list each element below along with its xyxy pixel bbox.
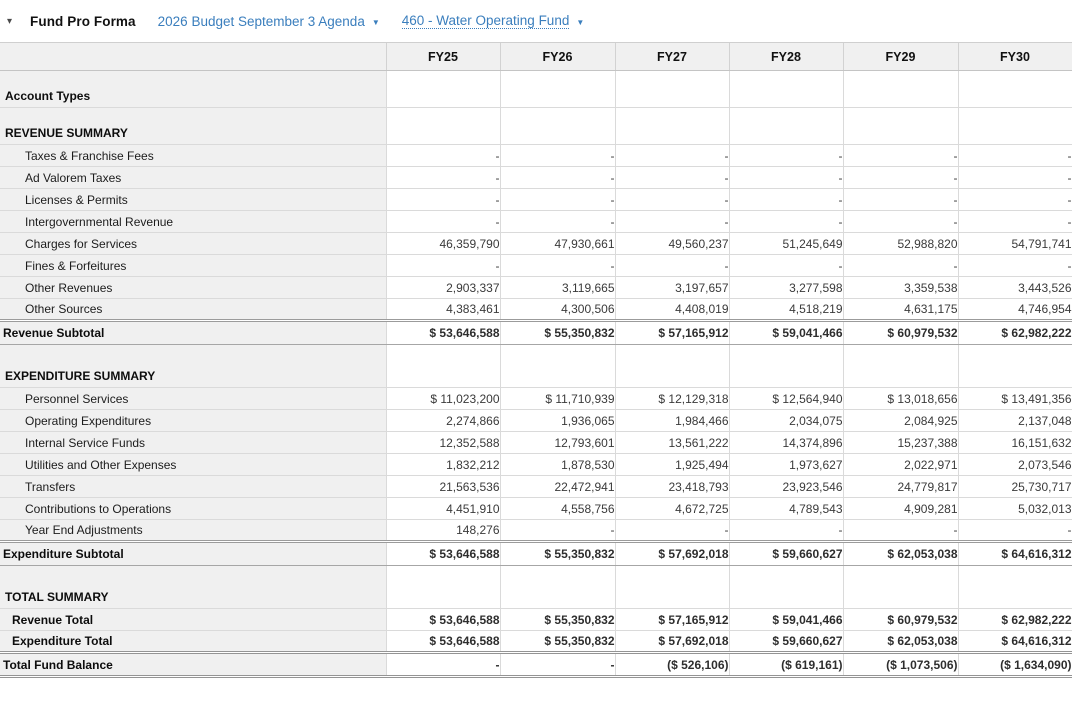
value-cell: $ 59,041,466 <box>729 321 843 345</box>
value-cell: 25,730,717 <box>958 476 1072 498</box>
value-cell: 1,984,466 <box>615 410 729 432</box>
value-cell: 46,359,790 <box>386 233 500 255</box>
fund-dropdown-label: 460 - Water Operating Fund <box>401 13 570 28</box>
value-cell <box>729 71 843 108</box>
column-header-row <box>0 43 1072 71</box>
row-label: Expenditure Total <box>0 631 386 653</box>
row-label: Revenue Subtotal <box>0 321 386 345</box>
value-cell: 12,352,588 <box>386 432 500 454</box>
value-cell <box>843 566 958 609</box>
value-cell: 49,560,237 <box>615 233 729 255</box>
value-cell: 4,383,461 <box>386 299 500 321</box>
column-header-fy29: FY29 <box>843 43 958 71</box>
column-header-fy27: FY27 <box>615 43 729 71</box>
value-cell: - <box>500 653 615 677</box>
value-cell: - <box>386 145 500 167</box>
collapse-caret-icon[interactable]: ▾ <box>7 15 13 27</box>
value-cell <box>843 345 958 388</box>
value-cell: $ 57,692,018 <box>615 631 729 653</box>
value-cell: - <box>500 520 615 542</box>
value-cell: 4,672,725 <box>615 498 729 520</box>
value-cell: - <box>843 520 958 542</box>
pro-forma-table <box>0 42 1072 678</box>
value-cell: 12,793,601 <box>500 432 615 454</box>
value-cell: 1,973,627 <box>729 454 843 476</box>
column-header-fy30: FY30 <box>958 43 1072 71</box>
value-cell: - <box>386 653 500 677</box>
value-cell: - <box>615 189 729 211</box>
value-cell <box>843 71 958 108</box>
table-row <box>0 410 1072 432</box>
value-cell <box>500 108 615 145</box>
page-title: Fund Pro Forma <box>30 13 136 29</box>
value-cell: 52,988,820 <box>843 233 958 255</box>
value-cell: 1,878,530 <box>500 454 615 476</box>
value-cell: - <box>729 520 843 542</box>
row-label: REVENUE SUMMARY <box>0 108 386 145</box>
value-cell: - <box>615 145 729 167</box>
value-cell: $ 64,616,312 <box>958 631 1072 653</box>
table-row <box>0 233 1072 255</box>
value-cell: $ 11,023,200 <box>386 388 500 410</box>
table-row <box>0 345 1072 388</box>
value-cell: - <box>500 255 615 277</box>
value-cell: $ 55,350,832 <box>500 609 615 631</box>
row-label: Intergovernmental Revenue <box>0 211 386 233</box>
value-cell: - <box>729 189 843 211</box>
row-label: Year End Adjustments <box>0 520 386 542</box>
value-cell: - <box>500 189 615 211</box>
value-cell: $ 55,350,832 <box>500 631 615 653</box>
value-cell: $ 62,982,222 <box>958 321 1072 345</box>
value-cell <box>386 71 500 108</box>
value-cell: 14,374,896 <box>729 432 843 454</box>
value-cell: $ 57,165,912 <box>615 609 729 631</box>
value-cell: - <box>958 211 1072 233</box>
value-cell: 148,276 <box>386 520 500 542</box>
value-cell: ($ 619,161) <box>729 653 843 677</box>
value-cell: $ 11,710,939 <box>500 388 615 410</box>
value-cell: 51,245,649 <box>729 233 843 255</box>
budget-dropdown[interactable] <box>158 14 380 29</box>
budget-dropdown-label: 2026 Budget September 3 Agenda <box>157 13 365 29</box>
value-cell: $ 62,053,038 <box>843 631 958 653</box>
table-row <box>0 609 1072 631</box>
value-cell: 1,832,212 <box>386 454 500 476</box>
value-cell: $ 62,982,222 <box>958 609 1072 631</box>
value-cell: $ 53,646,588 <box>386 609 500 631</box>
value-cell: - <box>615 211 729 233</box>
value-cell: 47,930,661 <box>500 233 615 255</box>
value-cell: $ 59,660,627 <box>729 542 843 566</box>
value-cell: $ 12,129,318 <box>615 388 729 410</box>
row-label: EXPENDITURE SUMMARY <box>0 345 386 388</box>
row-label: Total Fund Balance <box>0 653 386 677</box>
value-cell: 4,451,910 <box>386 498 500 520</box>
value-cell <box>615 566 729 609</box>
value-cell: 1,925,494 <box>615 454 729 476</box>
value-cell: 4,408,019 <box>615 299 729 321</box>
value-cell: $ 55,350,832 <box>500 321 615 345</box>
value-cell <box>958 566 1072 609</box>
value-cell: 21,563,536 <box>386 476 500 498</box>
value-cell: 22,472,941 <box>500 476 615 498</box>
value-cell: - <box>500 145 615 167</box>
value-cell: 5,032,013 <box>958 498 1072 520</box>
row-label: Revenue Total <box>0 609 386 631</box>
value-cell: 4,789,543 <box>729 498 843 520</box>
table-row <box>0 566 1072 609</box>
value-cell: $ 53,646,588 <box>386 321 500 345</box>
row-label: Transfers <box>0 476 386 498</box>
value-cell: $ 62,053,038 <box>843 542 958 566</box>
value-cell: $ 13,491,356 <box>958 388 1072 410</box>
value-cell <box>386 108 500 145</box>
value-cell: - <box>843 255 958 277</box>
value-cell: - <box>729 167 843 189</box>
row-label: Charges for Services <box>0 233 386 255</box>
value-cell: 3,119,665 <box>500 277 615 299</box>
column-header-empty <box>0 43 386 71</box>
value-cell <box>500 566 615 609</box>
row-label: TOTAL SUMMARY <box>0 566 386 609</box>
value-cell: $ 53,646,588 <box>386 631 500 653</box>
table-row <box>0 299 1072 321</box>
row-label: Contributions to Operations <box>0 498 386 520</box>
value-cell: 3,277,598 <box>729 277 843 299</box>
row-label: Operating Expenditures <box>0 410 386 432</box>
table-row <box>0 255 1072 277</box>
value-cell: - <box>958 255 1072 277</box>
value-cell: - <box>386 189 500 211</box>
value-cell: ($ 526,106) <box>615 653 729 677</box>
table-row <box>0 211 1072 233</box>
row-label: Ad Valorem Taxes <box>0 167 386 189</box>
value-cell: - <box>958 520 1072 542</box>
column-header-fy28: FY28 <box>729 43 843 71</box>
fund-dropdown[interactable] <box>402 13 585 29</box>
value-cell: 23,418,793 <box>615 476 729 498</box>
value-cell: 2,903,337 <box>386 277 500 299</box>
table-row <box>0 167 1072 189</box>
row-label: Internal Service Funds <box>0 432 386 454</box>
value-cell: 54,791,741 <box>958 233 1072 255</box>
value-cell: $ 57,165,912 <box>615 321 729 345</box>
value-cell: 1,936,065 <box>500 410 615 432</box>
table-row <box>0 432 1072 454</box>
table-row <box>0 145 1072 167</box>
row-label: Fines & Forfeitures <box>0 255 386 277</box>
value-cell: 15,237,388 <box>843 432 958 454</box>
value-cell: 3,359,538 <box>843 277 958 299</box>
value-cell: 4,909,281 <box>843 498 958 520</box>
value-cell: 2,274,866 <box>386 410 500 432</box>
value-cell: - <box>843 145 958 167</box>
table-row <box>0 653 1072 677</box>
table-row <box>0 631 1072 653</box>
row-label: Expenditure Subtotal <box>0 542 386 566</box>
value-cell: 4,300,506 <box>500 299 615 321</box>
value-cell: $ 12,564,940 <box>729 388 843 410</box>
value-cell: $ 55,350,832 <box>500 542 615 566</box>
value-cell: - <box>729 145 843 167</box>
value-cell <box>729 566 843 609</box>
value-cell: - <box>500 167 615 189</box>
table-row <box>0 454 1072 476</box>
row-label: Other Revenues <box>0 277 386 299</box>
dropdown-caret-icon: ▼ <box>371 17 380 27</box>
value-cell: 3,197,657 <box>615 277 729 299</box>
value-cell: - <box>843 189 958 211</box>
value-cell: $ 59,660,627 <box>729 631 843 653</box>
dropdown-caret-icon: ▼ <box>576 17 585 27</box>
value-cell: - <box>615 167 729 189</box>
value-cell: 16,151,632 <box>958 432 1072 454</box>
value-cell <box>958 71 1072 108</box>
row-label: Taxes & Franchise Fees <box>0 145 386 167</box>
table-row <box>0 189 1072 211</box>
value-cell: 23,923,546 <box>729 476 843 498</box>
row-label: Account Types <box>0 71 386 108</box>
value-cell: $ 59,041,466 <box>729 609 843 631</box>
table-row <box>0 388 1072 410</box>
value-cell: - <box>843 167 958 189</box>
value-cell: - <box>386 211 500 233</box>
value-cell <box>958 108 1072 145</box>
value-cell: 2,137,048 <box>958 410 1072 432</box>
value-cell: $ 53,646,588 <box>386 542 500 566</box>
value-cell: 2,073,546 <box>958 454 1072 476</box>
value-cell: ($ 1,073,506) <box>843 653 958 677</box>
table-body <box>0 71 1072 677</box>
table-row <box>0 542 1072 566</box>
table-row <box>0 277 1072 299</box>
table-row <box>0 71 1072 108</box>
value-cell: $ 57,692,018 <box>615 542 729 566</box>
value-cell: 13,561,222 <box>615 432 729 454</box>
value-cell: $ 60,979,532 <box>843 609 958 631</box>
value-cell: 4,746,954 <box>958 299 1072 321</box>
value-cell: $ 13,018,656 <box>843 388 958 410</box>
value-cell: 4,631,175 <box>843 299 958 321</box>
value-cell: 4,558,756 <box>500 498 615 520</box>
value-cell: - <box>615 520 729 542</box>
value-cell: - <box>958 167 1072 189</box>
value-cell: 4,518,219 <box>729 299 843 321</box>
value-cell <box>843 108 958 145</box>
value-cell: - <box>500 211 615 233</box>
value-cell: - <box>958 189 1072 211</box>
value-cell: - <box>958 145 1072 167</box>
value-cell <box>615 345 729 388</box>
table-row <box>0 498 1072 520</box>
row-label: Licenses & Permits <box>0 189 386 211</box>
value-cell: - <box>386 167 500 189</box>
table-row <box>0 321 1072 345</box>
table-row <box>0 520 1072 542</box>
value-cell: - <box>615 255 729 277</box>
value-cell <box>729 345 843 388</box>
topbar <box>0 0 1072 33</box>
value-cell <box>500 345 615 388</box>
column-header-fy25: FY25 <box>386 43 500 71</box>
value-cell <box>500 71 615 108</box>
value-cell <box>958 345 1072 388</box>
value-cell: 2,022,971 <box>843 454 958 476</box>
table-row <box>0 476 1072 498</box>
column-header-fy26: FY26 <box>500 43 615 71</box>
value-cell: 2,034,075 <box>729 410 843 432</box>
value-cell: - <box>729 255 843 277</box>
value-cell <box>386 345 500 388</box>
value-cell: - <box>386 255 500 277</box>
value-cell: 24,779,817 <box>843 476 958 498</box>
value-cell <box>615 108 729 145</box>
row-label: Other Sources <box>0 299 386 321</box>
table-row <box>0 108 1072 145</box>
value-cell <box>615 71 729 108</box>
row-label: Personnel Services <box>0 388 386 410</box>
value-cell: $ 60,979,532 <box>843 321 958 345</box>
value-cell: - <box>843 211 958 233</box>
value-cell: - <box>729 211 843 233</box>
value-cell: 3,443,526 <box>958 277 1072 299</box>
value-cell: $ 64,616,312 <box>958 542 1072 566</box>
value-cell <box>729 108 843 145</box>
value-cell <box>386 566 500 609</box>
row-label: Utilities and Other Expenses <box>0 454 386 476</box>
value-cell: ($ 1,634,090) <box>958 653 1072 677</box>
value-cell: 2,084,925 <box>843 410 958 432</box>
